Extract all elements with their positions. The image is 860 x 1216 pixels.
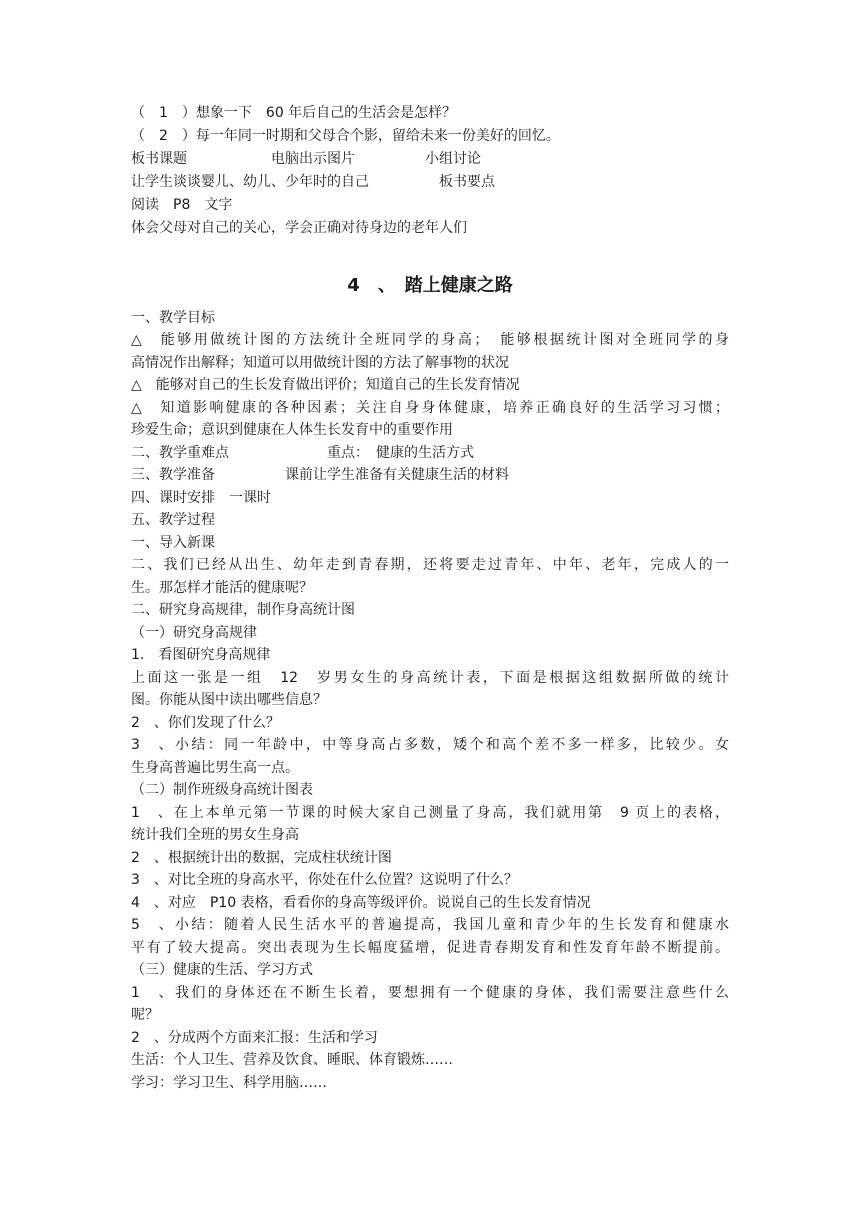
body-line: 二、我们已经从出生、幼年走到青春期，还将要走过青年、中年、老年，完成人的一: [131, 557, 729, 573]
body-line: 3 、小结：同一年龄中，中等身高占多数，矮个和高个差不多一样多，比较少。女: [131, 737, 729, 753]
body-line: 四、课时安排 一课时: [131, 490, 271, 506]
section-title: 4 、 踏上健康之路: [347, 275, 513, 296]
body-line: 生活：个人卫生、营养及饮食、睡眠、体育锻炼……: [131, 1052, 453, 1068]
top-line-4: 让学生谈谈婴儿、幼儿、少年时的自己 板书要点: [131, 174, 495, 190]
body-line: 1 、我们的身体还在不断生长着，要想拥有一个健康的身体，我们需要注意些什么: [131, 985, 729, 1001]
body-line: 3 、对比全班的身高水平，你处在什么位置？这说明了什么？: [131, 872, 518, 888]
body-line: 2 、分成两个方面来汇报：生活和学习: [131, 1030, 378, 1046]
body-line: 2 、根据统计出的数据，完成柱状统计图: [131, 850, 392, 866]
body-line: 平有了较大提高。突出表现为生长幅度猛增，促进青春期发育和性发育年龄不断提前。: [131, 940, 729, 956]
top-line-1: （ 1 ）想象一下 60 年后自己的生活会是怎样？: [131, 105, 457, 121]
body-line: 统计我们全班的男女生身高: [131, 827, 299, 843]
body-line: 学习：学习卫生、科学用脑……: [131, 1075, 327, 1091]
body-line: （二）制作班级身高统计图表: [131, 782, 313, 798]
body-line: 5 、小结：随着人民生活水平的普遍提高，我国儿童和青少年的生长发育和健康水: [131, 917, 729, 933]
body-line: 二、研究身高规律，制作身高统计图: [131, 602, 355, 618]
body-line: 1. 看图研究身高规律: [131, 647, 271, 663]
body-line: 二、教学重难点 重点： 健康的生活方式: [131, 445, 474, 461]
body-line: 图。你能从图中读出哪些信息？: [131, 692, 327, 708]
body-line: 上面这一张是一组 12 岁男女生的身高统计表，下面是根据这组数据所做的统计: [131, 670, 729, 686]
body-line: （三）健康的生活、学习方式: [131, 962, 313, 978]
top-line-3: 板书课题 电脑出示图片 小组讨论: [131, 151, 481, 167]
body-line: △ 能够用做统计图的方法统计全班同学的身高； 能够根据统计图对全班同学的身: [131, 332, 729, 348]
body-line: 三、教学准备 课前让学生准备有关健康生活的材料: [131, 467, 509, 483]
body-line: 一、教学目标: [131, 310, 215, 326]
body-line: 生身高普遍比男生高一点。: [131, 760, 299, 776]
top-line-5: 阅读 P8 文字: [131, 197, 233, 213]
body-line: 2 、你们发现了什么？: [131, 715, 280, 731]
body-line: 生。那怎样才能活的健康呢？: [131, 580, 313, 596]
body-line: 珍爱生命；意识到健康在人体生长发育中的重要作用: [131, 422, 453, 438]
body-line: 高情况作出解释；知道可以用做统计图的方法了解事物的状况: [131, 355, 509, 371]
body-line: 一、导入新课: [131, 535, 215, 551]
body-line: △ 知道影响健康的各种因素；关注自身身体健康，培养正确良好的生活学习习惯；: [131, 400, 729, 416]
body-line: 呢？: [131, 1007, 159, 1023]
body-line: （一）研究身高规律: [131, 625, 257, 641]
body-line: △ 能够对自己的生长发育做出评价；知道自己的生长发育情况: [131, 377, 520, 393]
top-line-6: 体会父母对自己的关心，学会正确对待身边的老年人们: [131, 220, 467, 236]
body-line: 4 、对应 P10 表格，看看你的身高等级评价。说说自己的生长发育情况: [131, 895, 591, 911]
body-line: 五、教学过程: [131, 512, 215, 528]
top-line-2: （ 2 ）每一年同一时期和父母合个影，留给未来一份美好的回忆。: [131, 128, 560, 144]
body-line: 1 、在上本单元第一节课的时候大家自己测量了身高，我们就用第 9 页上的表格，: [131, 805, 729, 821]
